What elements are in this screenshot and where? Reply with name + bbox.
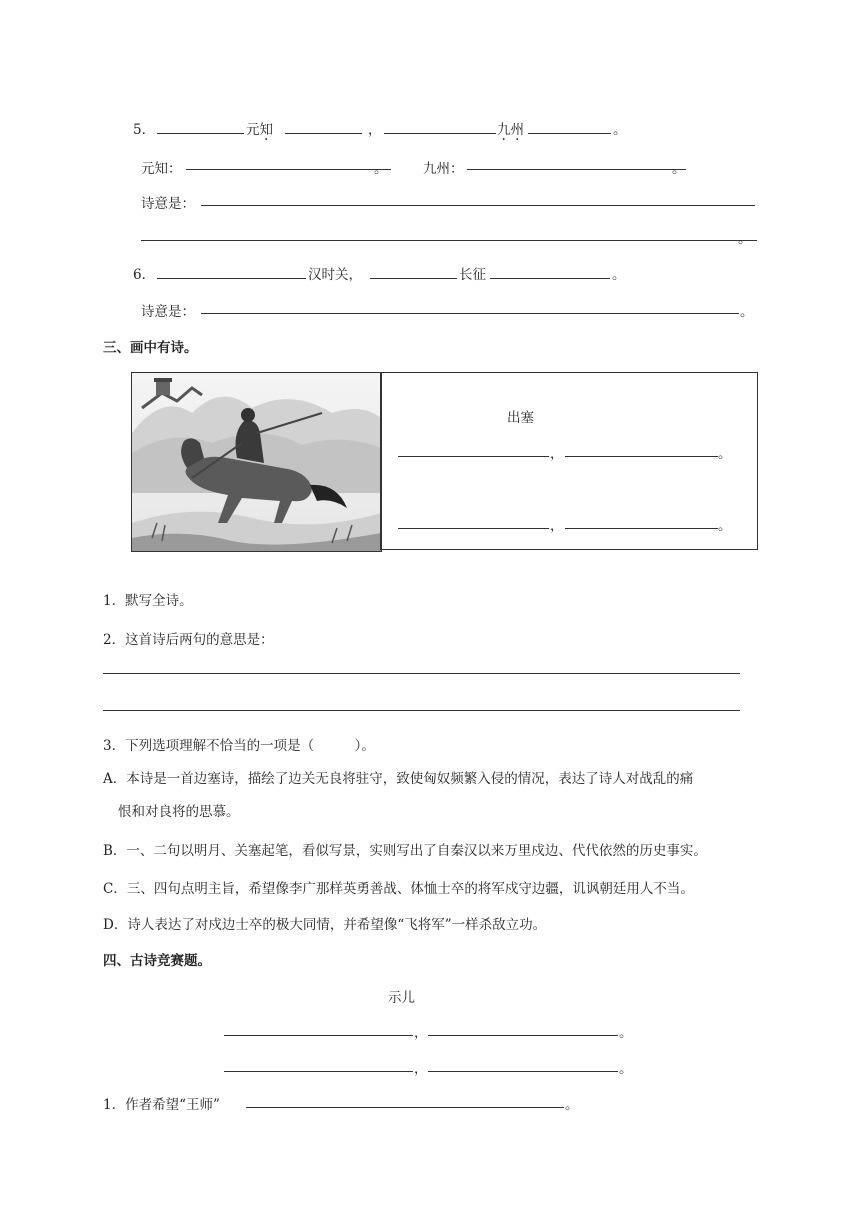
general-on-horseback-icon	[132, 373, 381, 551]
q5-yuanzhi-end: 。	[374, 161, 388, 177]
option-c: C．三、四句点明主旨，希望像李广那样英勇善战、体恤士卒的将军戍守边疆，讥讽朝廷用人不当。	[103, 881, 694, 897]
q5-meaning-blank-1[interactable]	[201, 205, 755, 206]
shier-line-2b[interactable]	[428, 1071, 618, 1072]
q5-jiuzhou-label: 九州：	[423, 161, 464, 177]
q5-blank-4[interactable]	[528, 133, 611, 134]
q5-yuanzhi-label: 元知：	[141, 161, 182, 177]
q6-number: 6．	[133, 267, 156, 283]
chusai-period-1: 。	[718, 446, 732, 462]
q6-blank-1[interactable]	[157, 278, 306, 279]
q5-number: 5．	[133, 122, 156, 138]
q5-meaning-label: 诗意是：	[141, 196, 195, 212]
q2-answer-line-1[interactable]	[103, 673, 740, 674]
q6-end: 。	[612, 267, 626, 283]
option-a-line-2: 恨和对良将的思慕。	[118, 804, 240, 820]
q5-blank-1[interactable]	[157, 133, 244, 134]
q6-word-hanshiguan: 汉时关，	[308, 267, 362, 283]
shier-period-1: 。	[619, 1025, 633, 1041]
q5-meaning-end: 。	[738, 231, 752, 247]
section-3-q1: 1．默写全诗。	[103, 593, 193, 609]
q5-jiuzhou-blank[interactable]	[467, 169, 686, 170]
q5-end: 。	[613, 122, 627, 138]
shier-comma-2: ，	[414, 1061, 428, 1077]
shier-period-2: 。	[619, 1061, 633, 1077]
option-b: B．一、二句以明月、关塞起笔，看似写景，实则写出了自秦汉以来万里戍边、代代依然的历史事实。	[103, 843, 707, 859]
section-3-q3: 3．下列选项理解不恰当的一项是（ ）。	[103, 738, 375, 754]
q5-comma: ，	[368, 122, 382, 138]
chusai-line-2a[interactable]	[398, 528, 549, 529]
q5-yuanzhi-blank[interactable]	[186, 169, 391, 170]
chusai-comma-1: ，	[550, 446, 564, 462]
q5-blank-3[interactable]	[384, 133, 496, 134]
chusai-line-1a[interactable]	[398, 456, 549, 457]
poem-recite-box	[380, 372, 758, 550]
section-3-title: 三、画中有诗。	[103, 340, 198, 356]
shier-comma-1: ，	[414, 1025, 428, 1041]
q5-word-jiuzhou: 九州	[497, 122, 524, 138]
chusai-line-2b[interactable]	[565, 528, 718, 529]
option-a-line-1: A．本诗是一首边塞诗，描绘了边关无良将驻守，致使匈奴频繁入侵的情况，表达了诗人对战乱的痛	[103, 771, 694, 787]
option-d: D．诗人表达了对戍边士卒的极大同情，并希望像“飞将军”一样杀敌立功。	[103, 917, 547, 933]
poem-title-chusai: 出塞	[507, 410, 534, 426]
chusai-comma-2: ，	[550, 518, 564, 534]
chusai-line-1b[interactable]	[565, 456, 718, 457]
q2-answer-line-2[interactable]	[103, 710, 740, 711]
q6-blank-2[interactable]	[370, 278, 457, 279]
q6-word-changzheng: 长征	[459, 267, 486, 283]
q5-jiuzhou-end: 。	[672, 161, 686, 177]
section-3-q2: 2．这首诗后两句的意思是：	[103, 632, 274, 648]
poem-title-shier: 示儿	[388, 990, 415, 1006]
poem-illustration	[131, 372, 382, 552]
section-4-q1-end: 。	[565, 1097, 579, 1113]
section-4-title: 四、古诗竞赛题。	[103, 953, 211, 969]
shier-line-1b[interactable]	[428, 1035, 618, 1036]
shier-line-2a[interactable]	[224, 1071, 413, 1072]
chusai-period-2: 。	[718, 518, 732, 534]
q6-meaning-blank[interactable]	[201, 313, 739, 314]
q6-meaning-end: 。	[740, 304, 754, 320]
section-4-q1: 1．作者希望“王师”	[103, 1097, 220, 1113]
q5-blank-2[interactable]	[285, 133, 362, 134]
q6-blank-3[interactable]	[490, 278, 610, 279]
q5-meaning-blank-2[interactable]	[141, 240, 757, 241]
shier-line-1a[interactable]	[224, 1035, 413, 1036]
q5-word-yuanzhi: 元知	[246, 122, 273, 138]
q6-meaning-label: 诗意是：	[141, 304, 195, 320]
section-4-q1-blank[interactable]	[246, 1107, 564, 1108]
